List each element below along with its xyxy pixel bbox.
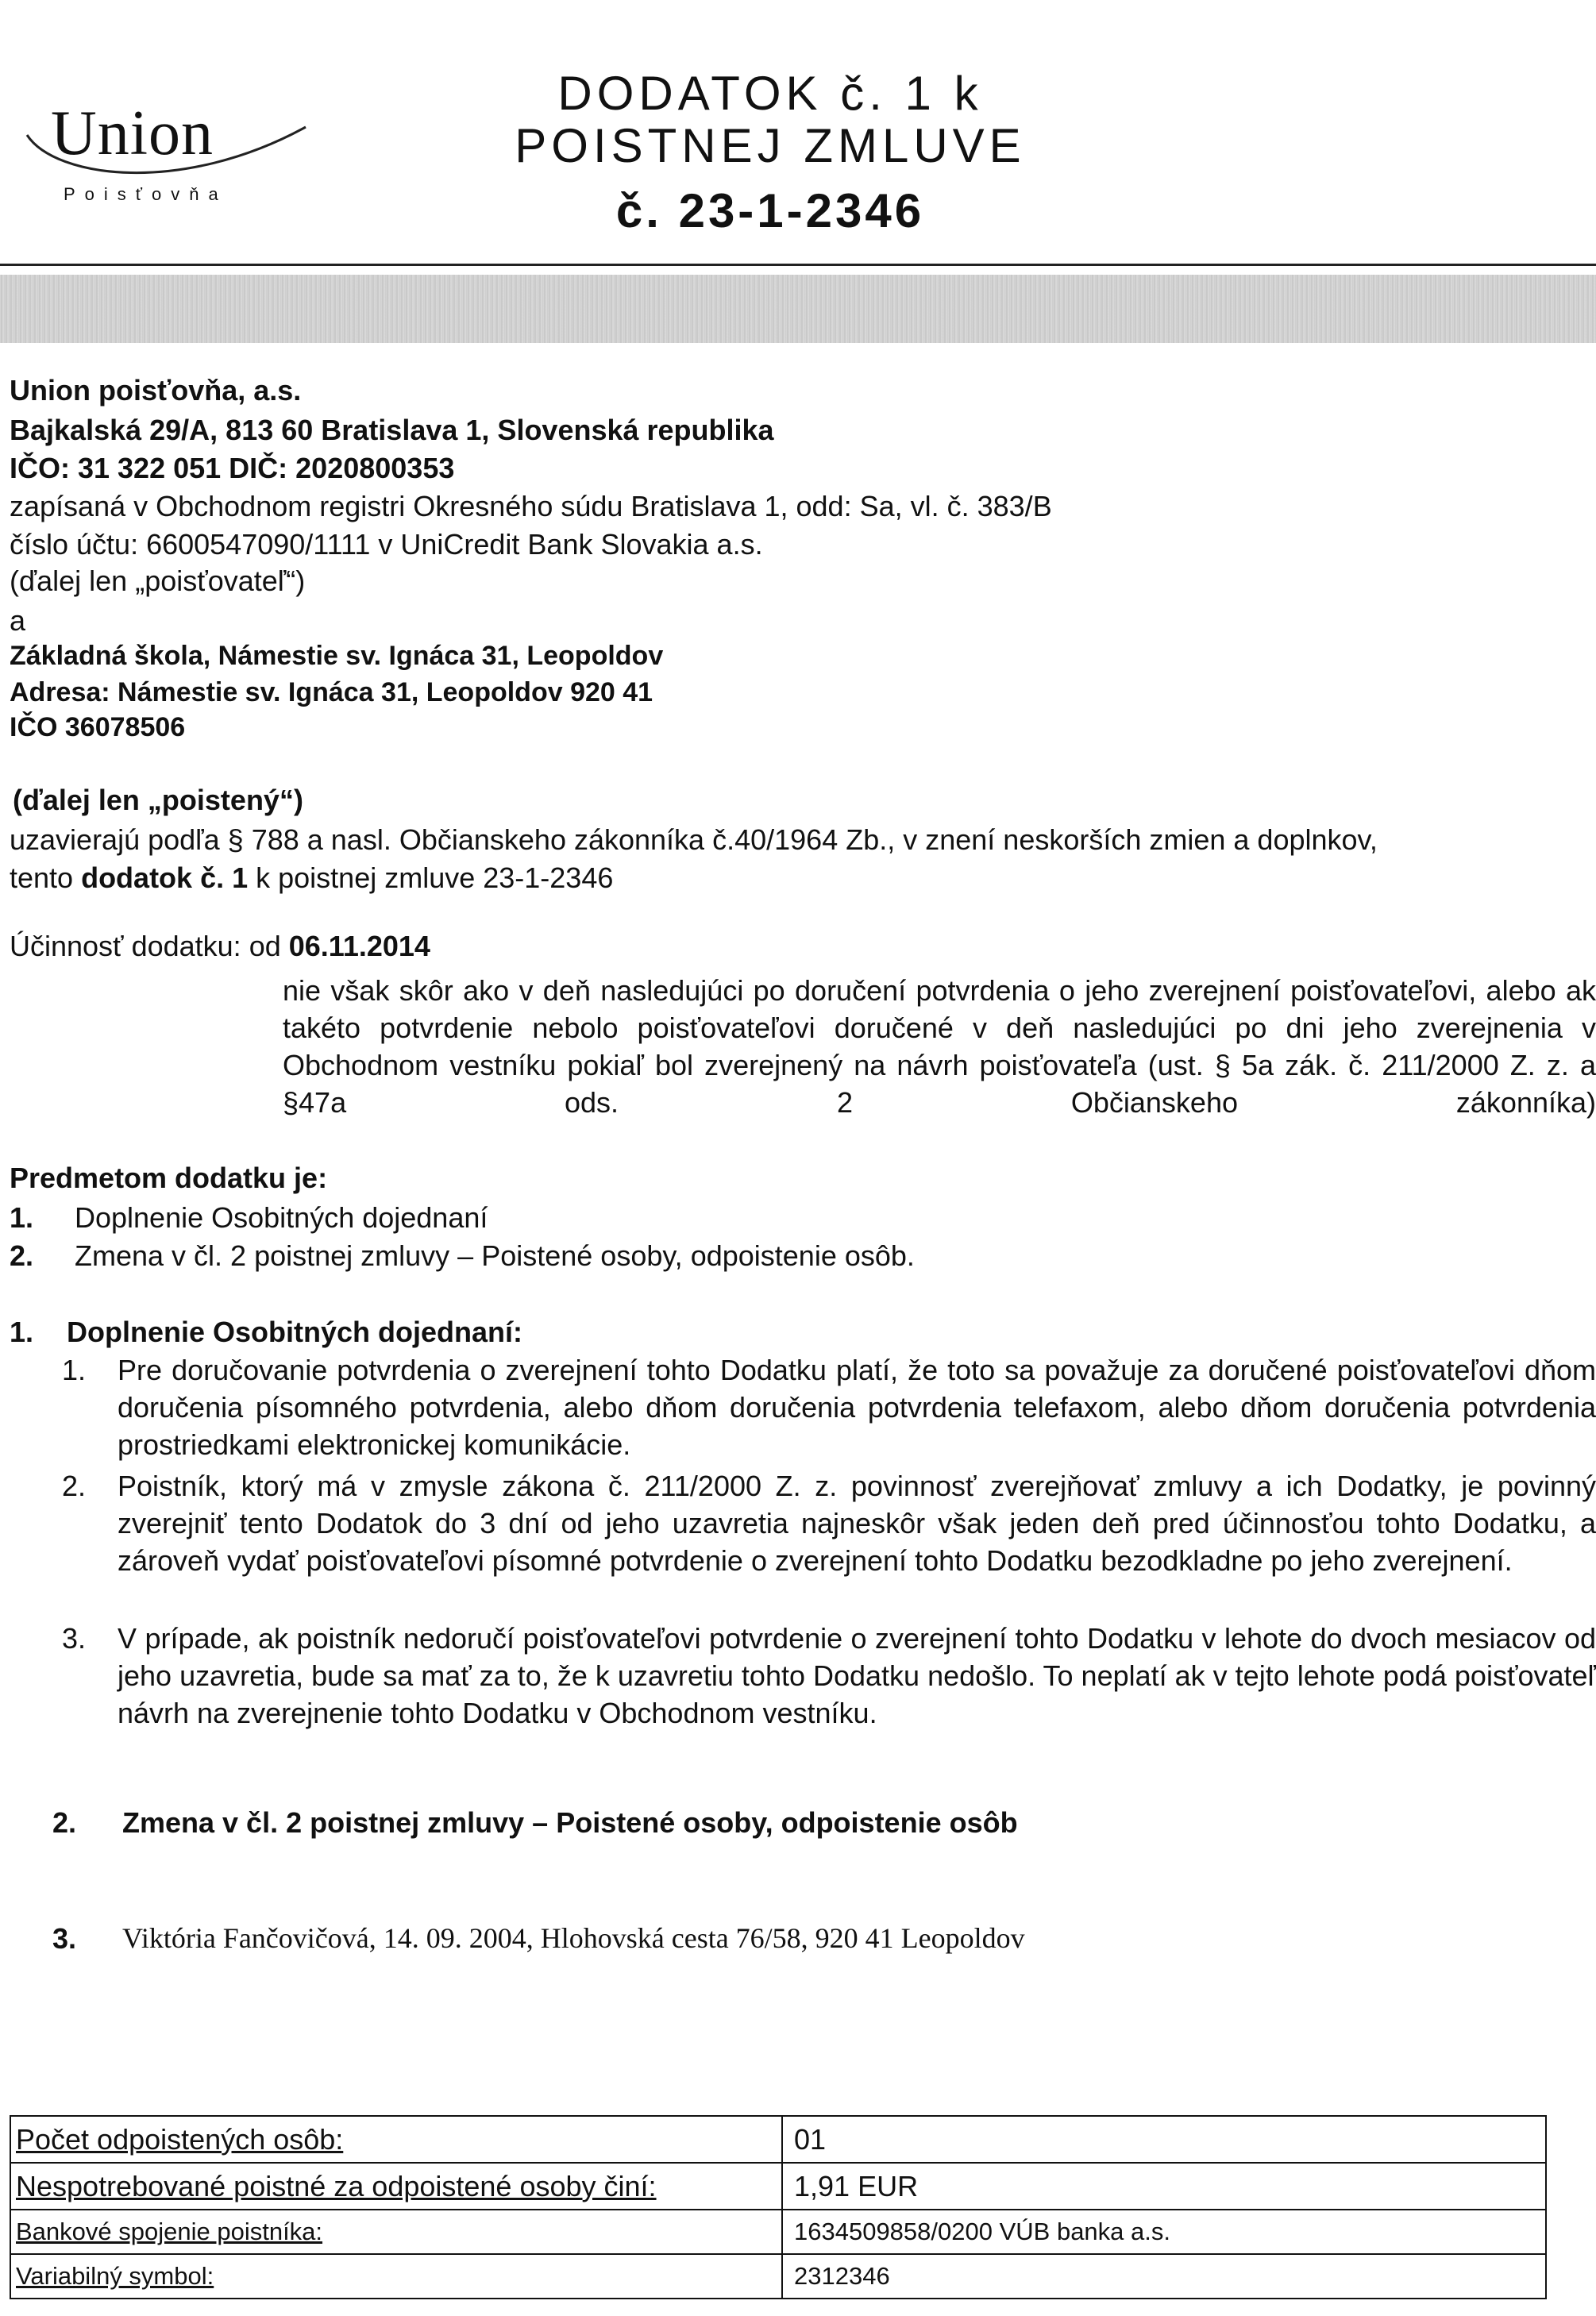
section1-item-2-num: 2. [62, 1470, 87, 1502]
logo-subtitle: Poisťovňa [64, 184, 228, 204]
table-label-cell: Počet odpoistených osôb: [10, 2116, 782, 2163]
table-row [10, 2116, 1546, 2163]
table-value-cell: 1634509858/0200 VÚB banka a.s. [782, 2210, 1546, 2254]
logo-wordmark: Union [51, 98, 214, 168]
section1-item-2: Poistník, ktorý má v zmysle zákona č. 211/2000 Z. z. povinnosť zverejňovať zmluvy a ich Dodatky, je povinný zverejniť tento Dodatok do 3 dní od jeho uzavretia najneskôr však jeden deň pred účinnosťou tohto Dodatku, a zároveň vydať poisťovateľovi písomné potvrdenie o zverejnení tohto Dodatku bezodkladne po jeho zverejnení. [118, 1470, 1596, 1577]
header-divider [0, 264, 1596, 266]
subject-item-1-num: 1. [10, 1201, 34, 1234]
table-row [10, 2210, 1546, 2254]
insurer-address: Bajkalská 29/A, 813 60 Bratislava 1, Slovenská republika [10, 414, 774, 446]
effectiveness-label: Účinnosť dodatku: [10, 930, 241, 962]
section1-item-1-num: 1. [62, 1354, 87, 1386]
table-row [10, 2163, 1546, 2210]
section2-num: 2. [52, 1806, 77, 1839]
section1-num: 1. [10, 1316, 34, 1348]
insurer-registry: zapísaná v Obchodnom registri Okresného súdu Bratislava 1, odd: Sa, vl. č. 383/B [10, 490, 1052, 522]
subject-item-2-num: 2. [10, 1239, 34, 1272]
effectiveness-text: nie však skôr ako v deň nasledujúci po doručení potvrdenia o jeho zverejnení poisťovateľovi, alebo ak takéto potvrdenie nebolo poisťovateľovi doručené v deň nasledujúci po dni jeho zverejnenia v Obchodnom vestníku pokiaľ bol zverejnený na návrh poisťovateľa (ust. § 5a zák. č. 211/2000 Z. z. a §47a ods. 2 Občianskeho zákonníka) [283, 974, 1596, 1119]
insured-name: Základná škola, Námestie sv. Ignáca 31, Leopoldov [10, 641, 664, 671]
table-label-cell: Variabilný symbol: [10, 2254, 782, 2299]
section3-num: 3. [52, 1922, 77, 1955]
subject-item-1: Doplnenie Osobitných dojednaní [75, 1201, 488, 1234]
document-title-line1: DODATOK č. 1 k [557, 67, 983, 120]
table-value-cell: 01 [782, 2116, 1546, 2163]
insurer-ids: IČO: 31 322 051 DIČ: 2020800353 [10, 452, 455, 484]
section3-person: Viktória Fančovičová, 14. 09. 2004, Hlohovská cesta 76/58, 920 41 Leopoldov [122, 1922, 1025, 1954]
document-title-line2: POISTNEJ ZMLUVE [515, 119, 1026, 172]
header-gray-band [0, 275, 1596, 343]
document-number: č. 23-1-2346 [615, 184, 925, 237]
section1-heading: Doplnenie Osobitných dojednaní: [67, 1316, 523, 1348]
table-value-cell: 2312346 [782, 2254, 1546, 2299]
subject-heading: Predmetom dodatku je: [10, 1162, 328, 1194]
table-row [10, 2254, 1546, 2299]
section1-item-1: Pre doručovanie potvrdenia o zverejnení tohto Dodatku platí, že toto sa považuje za doručené poisťovateľovi dňom doručenia písomného potvrdenia, alebo dňom doručenia potvrdenia telefaxom, alebo dňom doručenia potvrdenia prostriedkami elektronickej komunikácie. [118, 1354, 1596, 1461]
intro-line1: uzavierajú podľa § 788 a nasl. Občianskeho zákonníka č.40/1964 Zb., v znení neskorších zmien a doplnkov, [10, 823, 1378, 856]
summary-table [10, 2115, 1547, 2299]
subject-item-2: Zmena v čl. 2 poistnej zmluvy – Poistené osoby, odpoistenie osôb. [75, 1239, 915, 1272]
section2-heading: Zmena v čl. 2 poistnej zmluvy – Poistené osoby, odpoistenie osôb [122, 1806, 1018, 1839]
section1-item-3-num: 3. [62, 1622, 87, 1655]
insurer-name: Union poisťovňa, a.s. [10, 374, 302, 407]
insurer-alias: (ďalej len „poisťovateľ“) [10, 565, 306, 597]
table-label-cell: Nespotrebované poistné za odpoistené osoby činí: [10, 2163, 782, 2210]
insured-address: Adresa: Námestie sv. Ignáca 31, Leopoldov 920 41 [10, 677, 653, 707]
conjunction: a [10, 604, 26, 637]
effectiveness-row: Účinnosť dodatku: od 06.11.2014 [10, 930, 430, 962]
insured-alias: (ďalej len „poistený“) [13, 784, 303, 816]
addendum-reference: dodatok č. 1 [81, 861, 249, 894]
insured-ico: IČO 36078506 [10, 712, 186, 742]
table-value-cell: 1,91 EUR [782, 2163, 1546, 2210]
intro-line2: tento dodatok č. 1 k poistnej zmluve 23-1-2346 [10, 861, 614, 894]
section1-item-3: V prípade, ak poistník nedoručí poisťovateľovi potvrdenie o zverejnení tohto Dodatku v lehote do dvoch mesiacov od jeho uzavretia, bude sa mať za to, že k uzavretiu tohto Dodatku nedošlo. To neplatí ak v tejto lehote podá poisťovateľ návrh na zverejnenie tohto Dodatku v Obchodnom vestníku. [118, 1622, 1596, 1729]
table-label-cell: Bankové spojenie poistníka: [10, 2210, 782, 2254]
effective-date: 06.11.2014 [288, 930, 430, 962]
insurer-account: číslo účtu: 6600547090/1111 v UniCredit Bank Slovakia a.s. [10, 528, 763, 561]
